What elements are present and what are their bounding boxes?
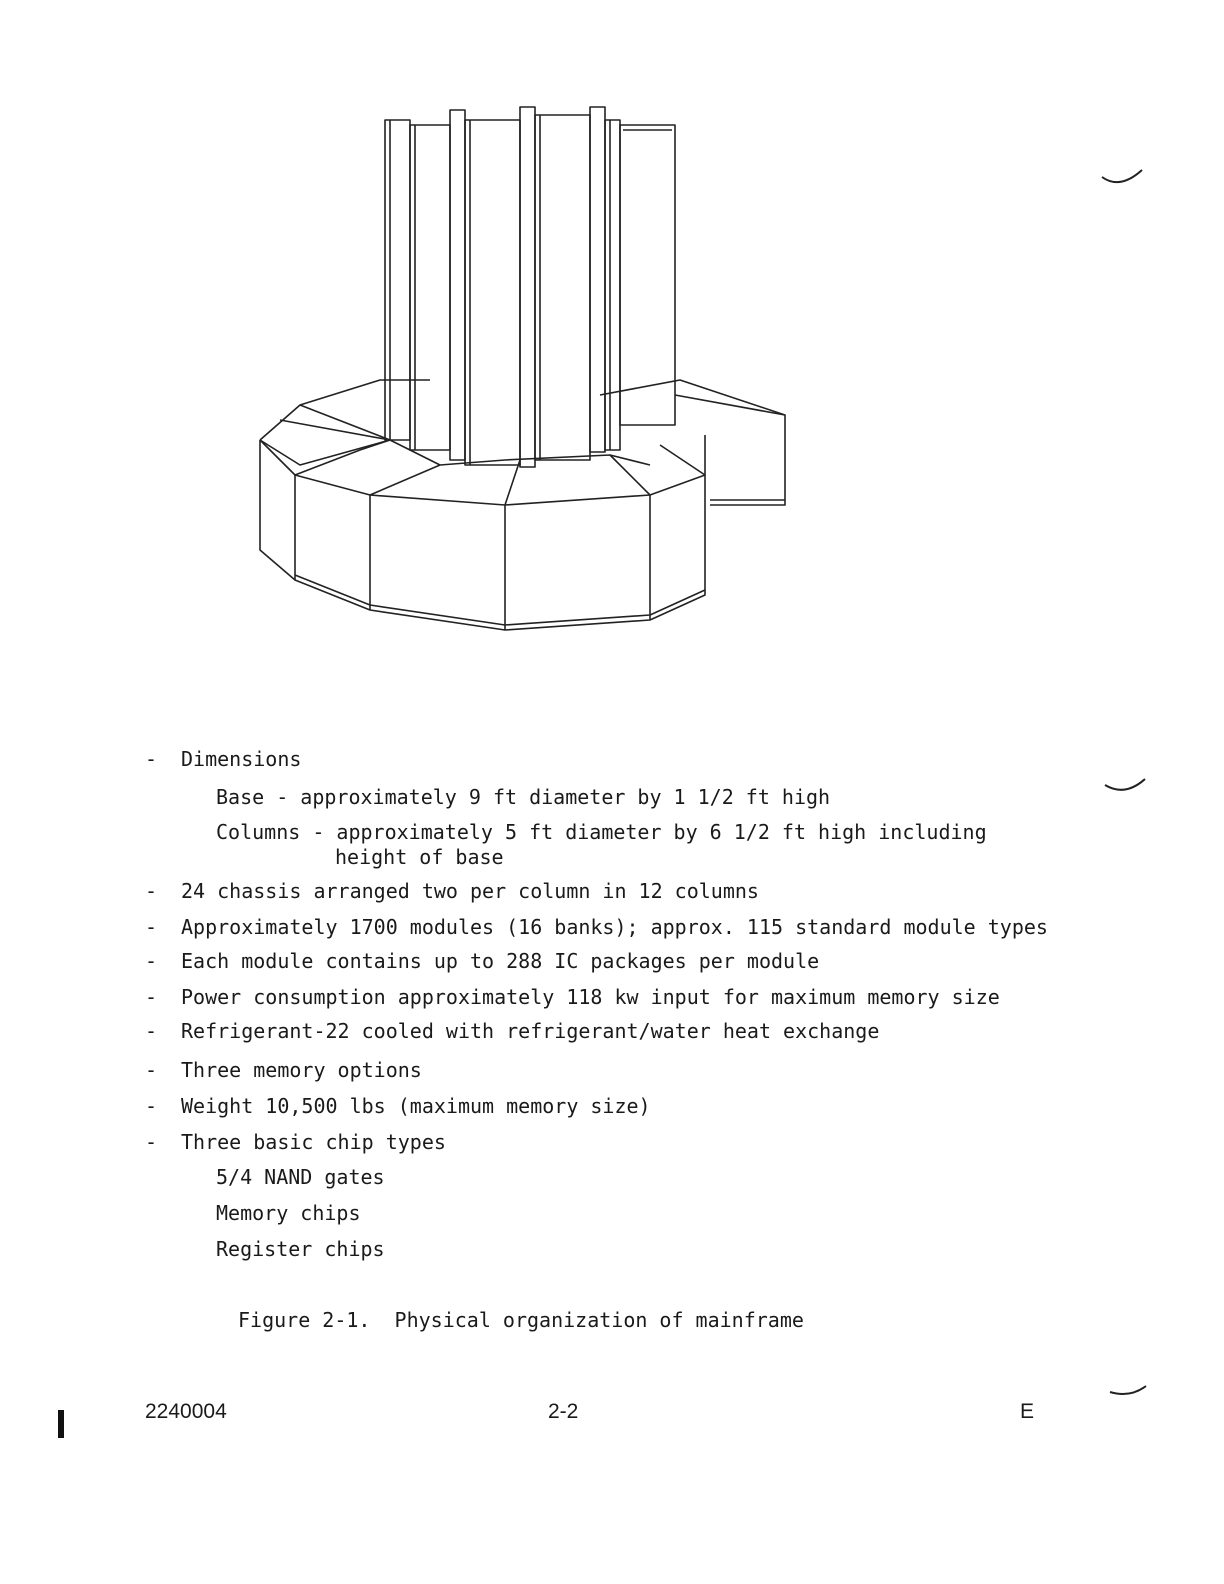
spec-dimensions-label: Dimensions bbox=[181, 747, 302, 771]
spec-base: Base - approximately 9 ft diameter by 1 1/2 ft high bbox=[216, 785, 831, 809]
spec-memory-options-text: Three memory options bbox=[181, 1058, 422, 1082]
spec-cooling-text: Refrigerant-22 cooled with refrigerant/water heat exchange bbox=[181, 1019, 880, 1043]
chip-type-item: Register chips bbox=[216, 1237, 385, 1261]
spec-ic-packages-text: Each module contains up to 288 IC packages per module bbox=[181, 949, 820, 973]
spec-chassis-text: 24 chassis arranged two per column in 12 columns bbox=[181, 879, 759, 903]
bullet-dash: - bbox=[145, 1130, 158, 1154]
bullet-dash: - bbox=[145, 1094, 158, 1118]
spec-weight-text: Weight 10,500 lbs (maximum memory size) bbox=[181, 1094, 651, 1118]
mainframe-illustration bbox=[240, 95, 820, 655]
spec-columns: Columns - approximately 5 ft diameter by 6 1/2 ft high including bbox=[216, 820, 987, 844]
bullet-dash: - bbox=[145, 985, 158, 1009]
revision-letter: E bbox=[1020, 1400, 1035, 1423]
change-bar bbox=[58, 1410, 64, 1438]
bullet-dash: - bbox=[145, 915, 158, 939]
bullet-dash: - bbox=[145, 1058, 158, 1082]
binder-mark bbox=[1108, 1382, 1148, 1402]
bullet-dash: - bbox=[145, 1019, 158, 1043]
bullet-dash: - bbox=[145, 747, 158, 771]
binder-mark bbox=[1103, 775, 1148, 800]
chip-type-item: Memory chips bbox=[216, 1201, 361, 1225]
bullet-dash: - bbox=[145, 879, 158, 903]
spec-columns-cont: height of base bbox=[335, 845, 504, 869]
figure-caption: Figure 2-1. Physical organization of mainframe bbox=[238, 1308, 804, 1332]
page-number: 2-2 bbox=[548, 1400, 579, 1423]
spec-chip-types-label: Three basic chip types bbox=[181, 1130, 446, 1154]
binder-mark bbox=[1100, 165, 1145, 190]
chip-type-item: 5/4 NAND gates bbox=[216, 1165, 385, 1189]
spec-power-text: Power consumption approximately 118 kw input for maximum memory size bbox=[181, 985, 1000, 1009]
doc-number: 2240004 bbox=[145, 1400, 227, 1423]
bullet-dash: - bbox=[145, 949, 158, 973]
spec-modules-text: Approximately 1700 modules (16 banks); approx. 115 standard module types bbox=[181, 915, 1048, 939]
